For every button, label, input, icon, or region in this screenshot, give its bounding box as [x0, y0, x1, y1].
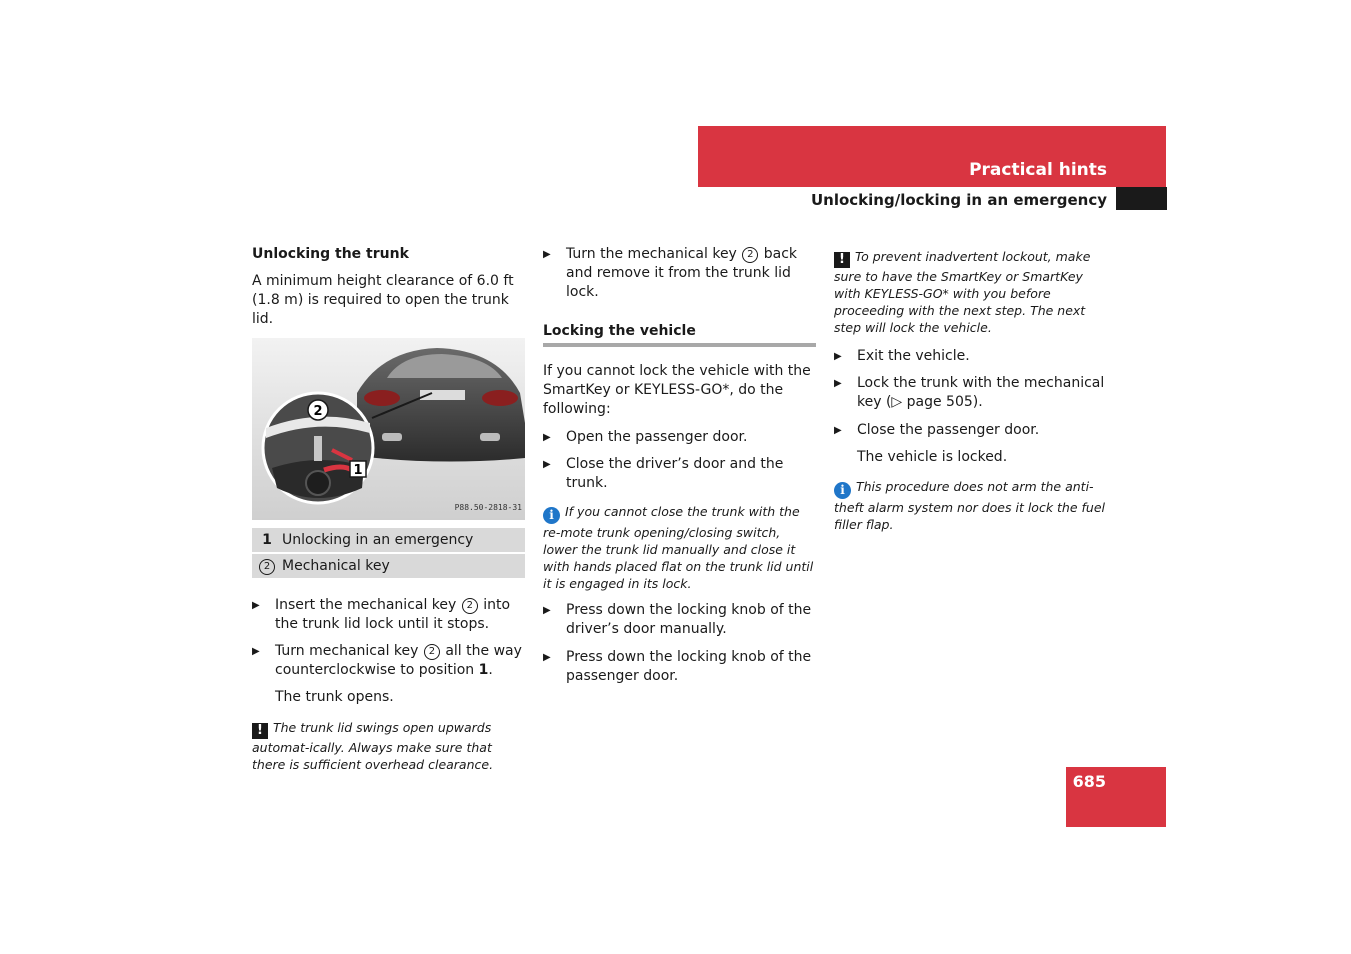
result-trunk-opens: The trunk opens. [275, 689, 394, 705]
step-passenger-knob: ▶ Press down the locking knob of the passenger door. [543, 649, 812, 684]
step-close-driver-door: ▶ Close the driver’s door and the trunk. [543, 456, 784, 491]
bullet-arrow-icon: ▶ [543, 652, 551, 663]
info-trunk-closing: i If you cannot close the trunk with the re-mote trunk opening/closing switch, lower the trunk lid manually and close it with hands placed flat on the trunk lid until it is engaged in its lock. [543, 504, 814, 591]
heading-locking-vehicle: Locking the vehicle [543, 323, 696, 339]
legend-label: Unlocking in an emergency [282, 532, 474, 548]
step-lock-trunk [834, 374, 1107, 412]
warning-trunk-lid: ! The trunk lid swings open upwards automat-ically. Always make sure that there is sufficient overhead clearance. [252, 720, 494, 772]
exclamation-icon: ! [834, 252, 850, 268]
bullet-arrow-icon: ▶ [543, 249, 551, 260]
legend-row [252, 554, 525, 578]
key-callout-icon: 2 [424, 644, 440, 660]
callout-1: 1 [353, 463, 363, 478]
column-2 [543, 245, 816, 686]
section-title: Practical hints [969, 160, 1107, 180]
step-driver-knob: ▶ Press down the locking knob of the driver’s door manually. [543, 602, 812, 637]
section-tab-marker [1116, 187, 1167, 210]
heading-unlocking-trunk: Unlocking the trunk [252, 246, 409, 262]
legend-row [252, 528, 525, 552]
warning-lockout: ! To prevent inadvertent lockout, make sure to have the SmartKey or SmartKey with KEYLESS-GO* with you before proceeding with the next step. The next step will lock the vehicle. [834, 249, 1091, 335]
legend-key: 2 [252, 554, 282, 578]
locking-intro: If you cannot lock the vehicle with the SmartKey or KEYLESS-GO*, do the following: [543, 363, 811, 417]
key-callout-icon: 2 [462, 598, 478, 614]
subsection-title: Unlocking/locking in an emergency [810, 191, 1107, 209]
callout-2: 2 [313, 404, 323, 419]
exclamation-icon: ! [252, 723, 268, 739]
bullet-arrow-icon: ▶ [543, 605, 551, 616]
bullet-arrow-icon: ▶ [834, 425, 842, 436]
figure-code: P88.50-2818-31 [454, 503, 522, 512]
column-3 [834, 248, 1107, 533]
page-reference-link[interactable]: Lock the trunk with the mechanical key (▷ page 505). [857, 375, 1105, 410]
column-1 [252, 245, 525, 773]
step-open-passenger-door: ▶ Open the passenger door. [543, 429, 748, 445]
legend-key: 1 [262, 532, 272, 548]
bullet-arrow-icon: ▶ [834, 378, 842, 389]
trunk-lock-illustration [252, 338, 525, 520]
figure-legend [252, 528, 525, 578]
step-exit-vehicle: ▶ Exit the vehicle. [834, 348, 970, 364]
heading-rule [543, 343, 816, 347]
legend-label: Mechanical key [282, 558, 390, 574]
step-insert-key: ▶ Insert the mechanical key 2 into the trunk lid lock until it stops. [252, 597, 511, 632]
trunk-lock-figure [252, 338, 525, 520]
bullet-arrow-icon: ▶ [834, 351, 842, 362]
bullet-arrow-icon: ▶ [543, 432, 551, 443]
bullet-arrow-icon: ▶ [543, 459, 551, 470]
step-remove-key: ▶ Turn the mechanical key 2 back and remove it from the trunk lid lock. [543, 246, 798, 300]
info-anti-theft: i This procedure does not arm the anti-theft alarm system nor does it lock the fuel filler flap. [834, 479, 1106, 532]
info-icon: i [834, 482, 851, 499]
info-icon: i [543, 507, 560, 524]
step-close-passenger-door: ▶ Close the passenger door. [834, 422, 1040, 438]
step-turn-key: ▶ Turn mechanical key 2 all the way counterclockwise to position 1. [252, 643, 522, 678]
key-callout-icon: 2 [742, 247, 758, 263]
result-vehicle-locked: The vehicle is locked. [857, 449, 1008, 465]
bullet-arrow-icon: ▶ [252, 600, 260, 611]
clearance-text: A minimum height clearance of 6.0 ft (1.8 m) is required to open the trunk lid. [252, 273, 514, 327]
bullet-arrow-icon: ▶ [252, 646, 260, 657]
page-number: 685 [1072, 772, 1106, 791]
